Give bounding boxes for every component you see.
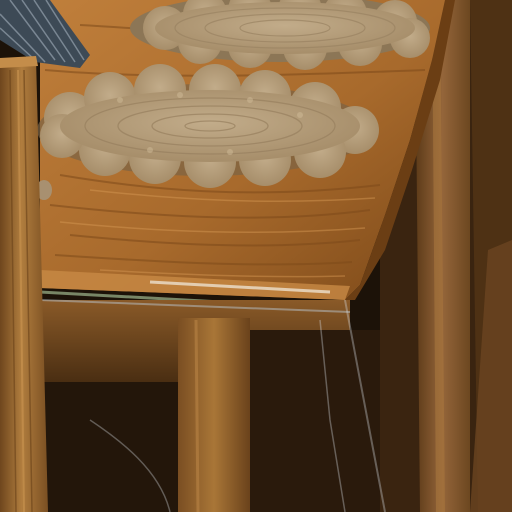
under-table-shadow-left [40, 382, 178, 512]
under-table-shadow-right [250, 330, 380, 512]
table-leg [178, 318, 250, 512]
